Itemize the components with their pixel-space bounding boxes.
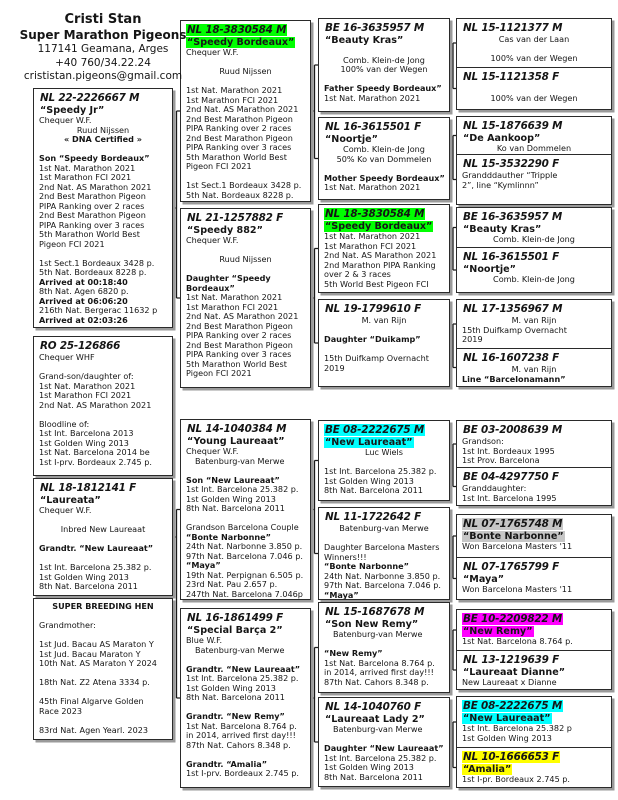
pedigree-line: Grandson Barcelona Couple [186,522,299,532]
pedigree-line: 50% Ko van Dommelen [336,153,432,164]
pedigree-box [456,557,612,600]
pedigree-line: 1st Prov. Barcelona [462,455,540,465]
pedigree-line: 5th World Best Pigeon FCI [324,278,429,289]
pedigree-line: 8th Nat. Barcelona 2011 [324,485,423,495]
pigeon-name: “Speedy Jr” [40,105,105,116]
pedigree-line: Son “New Laureaat” [186,474,280,485]
pigeon-name: “Noortje” [463,264,516,275]
ring-id: BE 08-2222675 M [463,700,562,712]
pedigree-line: 1st Nat. Marathon 2021 [186,85,283,95]
ring-id: NL 07-1765748 M [463,518,563,530]
ring-id: NL 15-1876639 M [463,120,563,132]
pedigree-line: Comb. Klein-de Jong [493,274,575,284]
pedigree-box [33,478,173,596]
pigeon-name: “Young Laureaat” [187,436,285,447]
pedigree-line: 15th Duifkamp Overnacht [324,353,429,363]
ring-id: NL 14-1040384 M [187,423,287,435]
ring-id: NL 11-1722642 F [325,511,422,523]
pedigree-line: 2nd Best Marathon Pigeon [186,132,293,143]
pedigree-line: 1st Nat. Marathon 2021 [324,92,421,103]
pedigree-line: Bordeaux” [186,282,235,293]
pedigree-line: Chequer W.F. [186,47,239,57]
pedigree-line: Inbred New Laureaat [60,524,146,534]
ring-id: NL 15-3532290 F [463,158,560,170]
ring-id: BE 16-3635957 M [325,22,424,34]
pedigree-line: 2nd Nat. AS Marathon 2021 [324,250,437,260]
pedigree-box [180,419,311,600]
pigeon-name: “New Laureaat” [325,437,413,448]
pedigree-line: Grandtr. “Amalia” [186,758,268,769]
pedigree-line: Grandmother: [39,620,96,630]
pedigree-line: 87th Nat. Cahors 8.348 p. [186,739,291,750]
pedigree-box [318,18,450,112]
ring-id: NL 14-1040760 F [325,701,422,713]
pedigree-line: 1st Nat. Marathon 2021 [324,231,421,241]
pigeon-name: “De Aankoop” [463,133,541,144]
pedigree-line: Arrived at 06:06:20 [39,295,128,306]
pedigree-line: 23rd Nat. Pau 2.657 p. [186,579,278,589]
pedigree-line: Grandtr. “New Laureaat” [186,663,301,674]
pedigree-line: 1st Golden Wing 2013 [39,571,129,582]
ring-id: NL 18-3830584 M [325,208,425,220]
pedigree-line: 1st Int. Barcelona 25.382 p. [186,484,299,494]
pedigree-line: « DNA Certified » [63,134,142,144]
pedigree-line: Ruud Nijssen [219,66,272,76]
pedigree-line: Bloodline of: [39,418,90,429]
pedigree-line: 216th Nat. Bergerac 11632 p [39,305,158,315]
pedigree-line: 100% van der Wegen [490,92,578,103]
ring-id: NL 17-1356967 M [463,303,563,315]
ring-id: NL 16-1607238 F [463,352,560,364]
pedigree-line: Daughter “New Laureaat” [324,743,444,753]
pedigree-line: Winners!!! [324,551,367,562]
pedigree-box [318,697,450,787]
pedigree-line: Chequer W.F. [39,505,92,515]
ring-id: NL 15-1121358 F [463,71,560,83]
pedigree-line: Grandtr. “New Laureaat” [39,543,154,553]
pedigree-line: PIPA Ranking over 2 races [39,200,145,211]
breeder-email: crististan.pigeons@gmail.com [23,70,183,82]
pedigree-box [456,650,612,690]
pedigree-line: 10th Nat. AS Maraton Y 2024 [39,658,157,668]
pedigree-line: 5th Marathon World Best [186,358,287,369]
ring-id: NL 07-1765799 F [463,561,560,573]
pedigree-line: 8th Nat. Barcelona 2011 [186,503,285,513]
pedigree-line: 2nd Best Marathon Pigeon [39,210,146,220]
pedigree-line: 2nd Best Marathon Pigeon [186,320,293,331]
pigeon-name: “Laureata” [40,495,101,506]
pedigree-line: Batenburg-van Merwe [333,724,423,734]
pedigree-box [456,207,612,248]
breeder-name: Cristi Stan [64,12,142,27]
pedigree-line: 1st Marathon FCI 2021 [186,94,279,105]
pedigree-line: 8th Nat. Barcelona 2011 [39,581,138,591]
pedigree-box [318,117,450,200]
pedigree-line: Father Speedy Bordeaux” [324,83,442,93]
pedigree-line: Ruud Nijssen [219,254,272,264]
pedigree-line: 1st Golden Wing 2013 [39,437,129,448]
pedigree-line: in 2014, arrived first day!!! [186,730,296,740]
pedigree-box [180,608,311,788]
pedigree-line: “Maya” [186,560,221,570]
pedigree-line: 1st Nat. Barcelona 2014 be [39,447,150,457]
pedigree-line: 1st Nat. Barcelona 8.764 p. [186,720,297,731]
pigeon-name: “Laureaat Dianne” [463,667,566,678]
pedigree-line: Pigeon FCI 2021 [186,368,252,378]
pedigree-box [318,602,450,693]
loft-name: Super Marathon Pigeons [19,28,187,42]
pedigree-line: 5th Nat. Bordeaux 8228 p. [39,267,147,277]
pedigree-line: 2nd Best Marathon Pigeon [186,339,293,350]
pedigree-box [33,88,173,328]
pigeon-name: “Speedy Bordeaux” [187,37,295,48]
pedigree-box [456,420,612,468]
pedigree-line: 1st Marathon FCI 2021 [39,172,132,182]
pedigree-line: 2nd Best Marathon Pigeon [186,113,293,124]
pedigree-line: 83rd Nat. Agen Yearl. 2023 [39,724,149,735]
pedigree-line: Son “Speedy Bordeaux” [39,153,150,163]
pedigree-line: over 2 & 3 races [324,269,391,279]
pedigree-line: 1st Golden Wing 2013 [186,493,276,504]
pedigree-line: Comb. Klein-de Jong [343,144,425,154]
pedigree-line: 1st Int. Bordeaux 1995 [462,445,555,456]
pedigree-line: Won Barcelona Masters '11 [462,584,573,594]
pedigree-box [456,299,612,349]
pedigree-line: 1st I-prv. Bordeaux 2.745 p. [186,768,299,778]
pigeon-name: “New Laureaat” [463,713,551,724]
pedigree-box [456,247,612,293]
pedigree-line: 1st Golden Wing 2013 [324,762,414,772]
pedigree-line: 18th Nat. Z2 Atena 3334 p. [39,677,150,687]
pedigree-line: 1st Marathon FCI 2021 [324,240,417,251]
ring-id: NL 18-3830584 M [187,24,287,36]
pigeon-name: “Son New Remy” [325,619,419,630]
pedigree-line: 1st Nat. Barcelona 8.764 p. [324,657,435,668]
pedigree-box [180,208,311,388]
pedigree-box [456,67,612,110]
pedigree-line: Line “Barcelonamann” [462,373,566,384]
pedigree-box [33,598,173,740]
pedigree-line: M. van Rijn [511,315,557,325]
pigeon-name: “Bonte Narbonne” [463,531,564,542]
pedigree-line: 1st Int. Barcelona 25.382 p [462,723,572,733]
pedigree-line: 2nd Marathon PIPA Ranking [324,259,436,270]
breeder-phone: +40 760/34.22.24 [55,56,151,69]
pedigree-line: Granddaughter: [462,483,527,493]
pedigree-line: 100% van der Wegen [490,53,578,63]
pedigree-line: 97th Nat. Barcelona 7.046 p. [186,550,303,561]
pigeon-name: “Amalia” [463,764,512,775]
pedigree-box [456,154,612,205]
pedigree-line: 8th Nat. Barcelona 2011 [324,771,423,782]
pigeon-name: “Special Barça 2” [187,625,283,636]
pedigree-line: 1st Int. Barcelona 2013 [39,428,134,438]
pigeon-name: “Beauty Kras” [325,35,404,46]
pedigree-line: 2nd Nat. AS Marathon 2021 [186,311,299,321]
ring-id: RO 25-126866 [40,340,121,352]
pedigree-line: 1st I-prv. Bordeaux 2.745 p. [39,456,152,467]
pedigree-line: 1st Int. Barcelona 25.382 p. [186,673,299,683]
pigeon-name: “Maya” [463,574,505,585]
pedigree-line: PIPA Ranking over 2 races [186,123,292,133]
pedigree-line: Luc Wiels [364,447,404,457]
ring-id: BE 03-2008639 M [463,424,562,436]
pedigree-line: 1st Marathon FCI 2021 [39,390,132,400]
pedigree-box [456,747,612,788]
ring-id: NL 22-2226667 M [40,92,140,104]
pedigree-line: 1st I-pr. Bordeaux 2.745 p. [462,774,571,784]
breeder-address: 117141 Geamana, Arges [37,43,169,55]
pedigree-line: PIPA Ranking over 2 races [186,330,292,340]
ring-id: BE 04-4297750 F [463,471,559,483]
pedigree-line: Won Barcelona Masters '11 [462,541,573,551]
pedigree-line: 1st Int. Barcelona 25.382 p. [324,752,437,763]
pedigree-line: 1st Marathon FCI 2021 [186,301,279,312]
pedigree-box [456,18,612,68]
pedigree-line: Arrived at 02:03:26 [39,314,128,325]
pedigree-line: 1st Sect.1 Bordeaux 3428 p. [39,257,155,268]
ring-id: NL 19-1799610 F [325,303,422,315]
pedigree-line: 2019 [462,334,483,344]
pedigree-line: 1st Jud. Bacau AS Maraton Y [39,639,154,649]
pedigree-line: 8th Nat. Agen 6820 p. [39,286,129,296]
pedigree-line: 1st Int. Barcelona 25.382 p. [39,562,152,572]
pedigree-line: Grandtr. “New Remy” [186,711,285,721]
pedigree-line: M. van Rijn [511,364,557,374]
pedigree-line: 1st Int. Barcelona 25.382 p. [324,466,437,476]
pedigree-line: Grand-son/daughter of: [39,371,134,381]
pedigree-box [456,348,612,387]
ring-id: NL 15-1687678 M [325,606,425,618]
pedigree-line: Ruud Nijssen [76,124,130,135]
pedigree-line: Grandddauther “Tripple [462,170,558,180]
pedigree-line: Grandson: [462,436,504,446]
pedigree-line: “Bonte Narbonne” [324,561,409,571]
pedigree-line: PIPA Ranking over 3 races [39,219,145,230]
pedigree-line: 1st Nat. Marathon 2021 [39,380,136,391]
breeder-header [4,12,202,84]
pedigree-line: 247th Nat. Barcelona 7.046p [186,588,303,599]
pigeon-name: “Speedy 882” [187,225,263,236]
pedigree-line: Chequer WHF [39,352,95,362]
pedigree-line: 1st Nat. Barcelona 8.764 p. [462,636,573,646]
pedigree-line: Chequer W.F. [186,235,239,245]
pedigree-line: 19th Nat. Perpignan 6.505 p. [186,569,304,580]
pedigree-line: Cas van der Laan [498,34,570,44]
pedigree-line: 2nd Nat. AS Marathon 2021 [186,104,299,114]
ring-id: BE 08-2222675 M [325,424,424,436]
ring-id: NL 18-1812141 F [40,482,137,494]
pedigree-line: Comb. Klein-de Jong [493,234,575,244]
pedigree-line: 1st Golden Wing 2013 [462,732,552,743]
pedigree-box [318,507,450,600]
pedigree-line: 24th Nat. Narbonne 3.850 p. [186,541,303,551]
pigeon-name: “New Remy” [463,626,533,637]
pedigree-line: 1st Golden Wing 2013 [324,475,414,486]
pigeon-name: “Speedy Bordeaux” [325,221,433,232]
pedigree-box [456,467,612,506]
ring-id: NL 13-1219639 F [463,654,560,666]
pedigree-line: Ko van Dommelen [496,143,572,153]
pedigree-box [318,420,450,501]
pedigree-box [318,299,450,387]
pedigree-line: Chequer W.F. [39,115,92,125]
pedigree-line: 2nd Nat. AS Marathon 2021 [39,181,152,192]
pedigree-line: 24th Nat. Narbonne 3.850 p. [324,570,441,581]
pedigree-line: Chequer W.F. [186,446,239,456]
pedigree-line: “New Remy” [324,648,383,658]
ring-id: NL 16-3615501 F [463,251,560,263]
pedigree-line: Pigeon FCI 2021 [186,161,252,171]
pedigree-line: 1st Nat. Marathon 2021 [39,162,136,173]
pedigree-line: 2nd Best Marathon Pigeon [39,191,146,201]
pedigree-line: Comb. Klein-de Jong [343,54,425,65]
pedigree-line: Batenburg-van Merwe [195,644,285,655]
pedigree-line: Race 2023 [39,705,83,716]
pedigree-line: 5th Nat. Bordeaux 8228 p. [186,189,294,200]
ring-id: NL 10-1666653 F [463,751,560,763]
pedigree-line: 1st Nat. Marathon 2021 [324,182,421,192]
pedigree-line: 100% van der Wegen [340,64,428,74]
pedigree-box [318,204,450,293]
pedigree-line: PIPA Ranking over 3 races [186,142,292,152]
pedigree-line: 5th Marathon World Best [186,151,287,162]
pedigree-line: Batenburg-van Merwe [339,523,429,533]
pedigree-line: “Maya” [324,589,359,600]
pedigree-line: 45th Final Algarve Golden [39,696,144,706]
pedigree-line: 1st Sect.1 Bordeaux 3428 p. [186,180,302,190]
pedigree-line: Batenburg-van Merwe [333,629,423,639]
pedigree-line: 1st Jud. Bacau Maraton Y [39,648,141,659]
pedigree-line: Arrived at 00:18:40 [39,276,128,287]
pedigree-line: PIPA Ranking over 3 races [186,349,292,359]
pedigree-box [456,116,612,155]
pedigree-line: Daughter “Speedy [186,273,271,283]
pedigree-line: 87th Nat. Cahors 8.348 p. [324,676,429,687]
pedigree-line: “Bonte Narbonne” [186,531,271,542]
pedigree-line: Blue W.F. [186,635,223,645]
pedigree-line: 1st Nat. Marathon 2021 [186,292,283,302]
pedigree-line: SUPER BREEDING HEN [52,601,154,611]
ring-id: NL 21-1257882 F [187,212,284,224]
pedigree-line: 5th Marathon World Best [39,229,140,239]
pedigree-line: Batenburg-van Merwe [195,455,285,466]
pedigree-line: Mother Speedy Bordeaux” [324,172,445,183]
ring-id: NL 16-3615501 F [325,121,422,133]
pigeon-name: “Beauty Kras” [463,224,542,235]
pedigree-line: Pigeon FCI 2021 [39,238,105,249]
pedigree-box [33,336,173,476]
pedigree-line: New Laureaat x Dianne [462,677,557,687]
pigeon-name: “Noortje” [325,134,378,145]
pedigree-box [456,609,612,651]
ring-id: BE 16-3635957 M [463,211,562,223]
ring-id: NL 15-1121377 M [463,22,563,34]
pedigree-box [456,696,612,748]
pigeon-name: “Laureaat Lady 2” [325,714,425,725]
pedigree-line: 1st Golden Wing 2013 [186,682,276,693]
pedigree-line: in 2014, arrived first day!!! [324,667,434,677]
pedigree-line: 15th Duifkamp Overnacht [462,324,567,335]
ring-id: BE 10-2209822 M [463,613,562,625]
pedigree-line: 97th Nat. Barcelona 7.046 p. [324,580,441,590]
ring-id: NL 16-1861499 F [187,612,284,624]
pedigree-line: 2019 [324,362,345,373]
pedigree-line: Daughter Barcelona Masters [324,542,440,552]
pedigree-line: 8th Nat. Barcelona 2011 [186,692,285,702]
pedigree-line: M. van Rijn [361,315,407,325]
pedigree-line: 1st Int. Barcelona 1995 [462,492,557,503]
pedigree-line: 2nd Nat. AS Marathon 2021 [39,399,152,410]
pedigree-line: 2”, line “Kymlinnn” [462,179,539,190]
pedigree-box [456,514,612,558]
pedigree-line: Daughter “Duikamp” [324,334,421,344]
